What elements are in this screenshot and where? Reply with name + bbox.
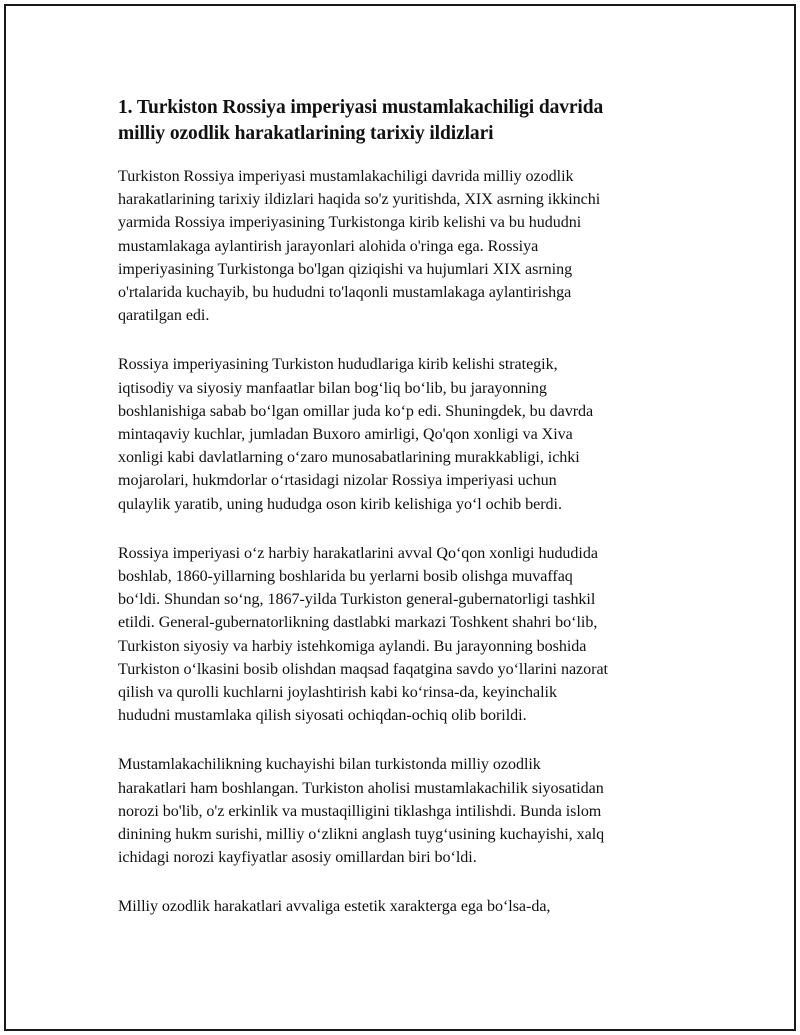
text-line: ichidagi norozi kayfiyatlar asosiy omillardan biri bo‘ldi. <box>118 849 477 867</box>
text-line: boshlab, 1860-yillarning boshlarida bu yerlarni bosib olishga muvaffaq <box>118 568 573 586</box>
text-line: yarmida Rossiya imperiyasining Turkistonga kirib kelishi va bu hududni <box>118 214 582 232</box>
text-line: imperiyasining Turkistonga bo'lgan qiziqishi va hujumlari XIX asrning <box>118 260 573 278</box>
paragraph-5 <box>118 895 688 918</box>
heading-line: milliy ozodlik harakatlarining tarixiy ildizlari <box>118 123 494 144</box>
text-line: mintaqaviy kuchlar, jumladan Buxoro amirligi, Qo'qon xonligi va Xiva <box>118 426 573 444</box>
paragraph-3 <box>118 542 688 728</box>
text-line: boshlanishiga sabab bo‘lgan omillar juda ko‘p edi. Shuningdek, bu davrda <box>118 402 594 420</box>
text-line: xonligi kabi davlatlarning o‘zaro munosabatlarining murakkabligi, ichki <box>118 449 580 467</box>
text-line: harakatlarining tarixiy ildizlari haqida so'z yuritishda, XIX asrning ikkinchi <box>118 191 601 209</box>
text-line: bo‘ldi. Shundan so‘ng, 1867-yilda Turkiston general-gubernatorligi tashkil <box>118 591 596 609</box>
heading-line: 1. Turkiston Rossiya imperiyasi mustamlakachiligi davrida <box>118 97 604 118</box>
paragraph-2 <box>118 353 688 515</box>
text-line: Turkiston siyosiy va harbiy istehkomiga aylandi. Bu jarayonning boshida <box>118 637 587 655</box>
text-line: dinining hukm surishi, milliy o‘zlikni anglash tuyg‘usining kuchayishi, xalq <box>118 826 605 844</box>
text-line: mustamlakaga aylantirish jarayonlari alohida o'ringa ega. Rossiya <box>118 237 539 255</box>
text-line: Turkiston o‘lkasini bosib olishdan maqsad faqatgina savdo yo‘llarini nazorat <box>118 660 608 678</box>
paragraph-4 <box>118 753 688 869</box>
text-line: mojarolari, hukmdorlar o‘rtasidagi nizolar Rossiya imperiyasi uchun <box>118 472 557 490</box>
text-line: harakatlari ham boshlangan. Turkiston aholisi mustamlakachilik siyosatidan <box>118 779 604 797</box>
text-line: Mustamlakachilikning kuchayishi bilan turkistonda milliy ozodlik <box>118 756 541 774</box>
text-line: qaratilgan edi. <box>118 307 210 325</box>
text-line: qilish va qurolli kuchlarni joylashtirish kabi ko‘rinsa-da, keyinchalik <box>118 684 557 702</box>
text-line: hududni mustamlaka qilish siyosati ochiqdan-ochiq olib borildi. <box>118 707 527 725</box>
text-line: iqtisodiy va siyosiy manfaatlar bilan bog‘liq bo‘lib, bu jarayonning <box>118 379 547 397</box>
text-line: Milliy ozodlik harakatlari avvaliga estetik xarakterga ega bo‘lsa-da, <box>118 898 551 916</box>
text-line: Rossiya imperiyasining Turkiston hududlariga kirib kelishi strategik, <box>118 356 558 374</box>
document-body <box>118 95 688 945</box>
text-line: etildi. General-gubernatorlikning dastlabki markazi Toshkent shahri bo‘lib, <box>118 614 598 632</box>
text-line: Rossiya imperiyasi o‘z harbiy harakatlarini avval Qo‘qon xonligi hududida <box>118 544 598 562</box>
text-line: o'rtalarida kuchayib, bu hududni to'laqonli mustamlakaga aylantirishga <box>118 284 572 302</box>
text-line: norozi bo'lib, o'z erkinlik va mustaqilligini tiklashga intilishdi. Bunda islom <box>118 802 602 820</box>
text-line: Turkiston Rossiya imperiyasi mustamlakachiligi davrida milliy ozodlik <box>118 168 574 185</box>
text-line: qulaylik yaratib, uning hududga oson kirib kelishiga yo‘l ochib berdi. <box>118 495 562 513</box>
paragraph-1 <box>118 165 688 327</box>
section-heading <box>118 95 688 147</box>
